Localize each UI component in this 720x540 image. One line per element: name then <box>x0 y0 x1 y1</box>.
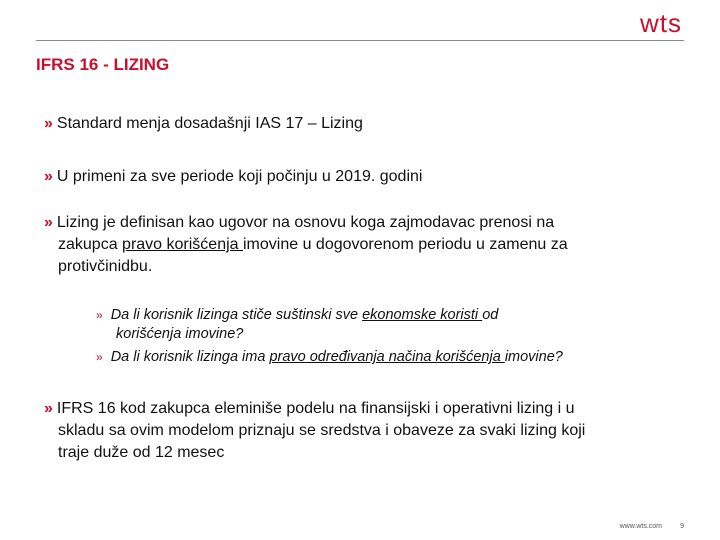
bullet-marker: » <box>44 168 53 185</box>
sub-bullet-1-underlined: ekonomske koristi <box>362 307 483 323</box>
sub-bullet-1 <box>96 306 686 344</box>
bullet-4-line-2: skladu sa ovim modelom priznaju se sredstva i obaveze za svaki lizing koji <box>58 422 586 439</box>
wts-logo: wts <box>640 8 682 38</box>
footer-url[interactable]: www.wts.com <box>619 523 662 530</box>
bullet-4 <box>44 398 664 464</box>
page-number: 9 <box>680 523 684 530</box>
bullet-2 <box>44 166 664 188</box>
bullet-3-line-2 <box>44 234 664 256</box>
bullet-marker: » <box>44 400 53 417</box>
bullet-1 <box>44 113 664 135</box>
bullet-4-line-3: traje duže od 12 mesec <box>58 444 225 461</box>
header-divider <box>36 40 684 41</box>
bullet-2-text: U primeni za sve periode koji počinju u 2019. godini <box>56 168 423 185</box>
bullet-3-text-pre: zakupca <box>58 236 123 253</box>
sub-bullet-marker: » <box>96 308 103 322</box>
bullet-1-text: Standard menja dosadašnji IAS 17 – Lizing <box>56 115 363 132</box>
bullet-3-line-3: protivčinidbu. <box>58 258 153 275</box>
slide-title: IFRS 16 - LIZING <box>36 55 170 74</box>
bullet-3 <box>44 212 664 278</box>
bullet-3-text-post: imovine u dogovorenom periodu u zamenu za <box>243 236 568 253</box>
sub-bullet-1-post: od <box>482 307 499 323</box>
sub-bullet-marker: » <box>96 350 103 364</box>
sub-bullet-2-pre: Da li korisnik lizinga ima <box>110 349 270 365</box>
sub-bullet-2-post: imovine? <box>504 349 563 365</box>
bullet-marker: » <box>44 115 53 132</box>
sub-bullet-2 <box>96 348 686 367</box>
bullet-marker: » <box>44 214 53 231</box>
bullet-3-line-1: Lizing je definisan kao ugovor na osnovu koga zajmodavac prenosi na <box>56 214 555 231</box>
sub-bullet-1-pre: Da li korisnik lizinga stiče suštinski sve <box>110 307 363 323</box>
bullet-3-underlined: pravo korišćenja <box>122 236 243 253</box>
sub-bullet-1-line-2: korišćenja imovine? <box>116 326 244 342</box>
bullet-4-line-1: IFRS 16 kod zakupca eleminiše podelu na finansijski i operativni lizing i u <box>56 400 575 417</box>
sub-bullet-2-underlined: pravo određivanja načina korišćenja <box>269 349 505 365</box>
